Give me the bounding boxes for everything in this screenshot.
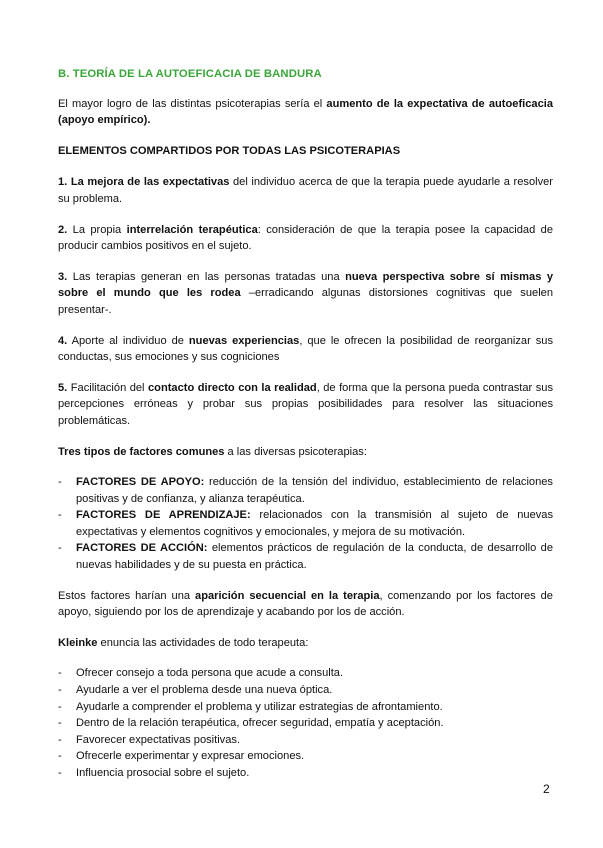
list-item — [58, 540, 553, 573]
subheading: ELEMENTOS COMPARTIDOS POR TODAS LAS PSICOTERAPIAS — [58, 144, 401, 157]
section-heading: B. TEORÍA DE LA AUTOEFICACIA DE BANDURA — [58, 68, 322, 80]
factors-intro-bold: Tres tipos de factores comunes — [58, 445, 225, 458]
list-item — [58, 732, 553, 749]
dash-bullet: - — [58, 476, 62, 489]
sequence-text: Estos factores harían una — [58, 589, 196, 602]
element-bold: nuevas experiencias — [188, 334, 300, 347]
element-text: Aporte al individuo de — [67, 334, 189, 347]
sequence-paragraph — [58, 588, 553, 621]
element-text: La propia — [67, 223, 127, 236]
element-bold: interrelación terapéutica — [126, 223, 258, 236]
element-number: 2. — [58, 223, 68, 236]
kleinke-text: enuncia las actividades de todo terapeuta: — [97, 636, 309, 649]
dash-bullet: - — [58, 684, 62, 697]
list-item — [58, 665, 553, 682]
element-text: –erradicando algunas distorsiones cognitivas que suelen presentar-. — [58, 287, 554, 316]
element-number: 5. — [58, 381, 68, 394]
element-number: 4. — [58, 334, 68, 347]
element-text: , de forma que la persona pueda contrastar sus percepciones erróneas y probar sus propias posibilidades para resolver las situaciones problemáticas. — [58, 381, 553, 427]
activity-text: Ofrecerle experimentar y expresar emociones. — [76, 750, 305, 763]
intro-paragraph — [58, 96, 553, 129]
factors-intro — [58, 444, 553, 461]
element-5 — [58, 380, 553, 430]
factor-label: FACTORES DE ACCIÓN: — [76, 542, 208, 555]
factor-label: FACTORES DE APRENDIZAJE: — [76, 509, 251, 522]
element-2 — [58, 222, 553, 255]
element-bold: contacto directo con la realidad — [148, 381, 317, 394]
kleinke-bold: Kleinke — [58, 636, 98, 649]
page-number: 2 — [543, 782, 550, 796]
dash-bullet: - — [58, 733, 62, 746]
list-item — [58, 682, 553, 699]
dash-bullet: - — [58, 750, 62, 763]
dash-bullet: - — [58, 509, 62, 522]
element-text: Facilitación del — [67, 381, 149, 394]
factor-text: relacionados con la transmisión al sujeto de nuevas expectativas y elementos cognitivos y emocionales, y mejora de su motivación. — [76, 509, 553, 538]
activity-text: Ofrecer consejo a toda persona que acude a consulta. — [76, 667, 344, 680]
dash-bullet: - — [58, 542, 62, 555]
kleinke-paragraph — [58, 635, 553, 652]
element-3 — [58, 269, 553, 319]
dash-bullet: - — [58, 700, 62, 713]
element-text: : consideración de que la terapia posee la capacidad de producir cambios positivos en el sujeto. — [58, 223, 553, 253]
dash-bullet: - — [58, 717, 62, 730]
dash-bullet: - — [58, 667, 62, 680]
activities-list — [58, 665, 553, 781]
list-item — [58, 474, 553, 507]
list-item — [58, 765, 553, 782]
document-page — [58, 66, 553, 782]
element-text: , que le ofrecen la posibilidad de reorganizar sus conductas, sus emociones y sus cogniciones — [58, 334, 553, 364]
activity-text: Dentro de la relación terapéutica, ofrecer seguridad, empatía y aceptación. — [76, 717, 444, 730]
activity-text: Influencia prosocial sobre el sujeto. — [76, 767, 250, 779]
element-4 — [58, 333, 553, 366]
list-item — [58, 699, 553, 716]
list-item — [58, 507, 553, 540]
factors-intro-text: a las diversas psicoterapias: — [224, 445, 367, 458]
element-bold: La mejora de las expectativas — [70, 176, 230, 189]
intro-bold: aumento de la expectativa de autoeficacia (apoyo empírico). — [58, 97, 553, 127]
activity-text: Ayudarle a ver el problema desde una nueva óptica. — [76, 684, 333, 697]
sequence-bold: aparición secuencial en la terapia — [195, 589, 380, 602]
element-bold: nueva perspectiva sobre sí mismas y sobre el mundo que les rodea — [58, 270, 553, 300]
list-item — [58, 715, 553, 732]
activity-text: Ayudarle a comprender el problema y utilizar estrategias de afrontamiento. — [76, 700, 443, 713]
factor-text: reducción de la tensión del individuo, establecimiento de relaciones positivas y de confianza, y alianza terapéutica. — [76, 476, 553, 505]
factors-list — [58, 474, 553, 574]
element-1 — [58, 174, 553, 207]
element-number: 3. — [58, 270, 68, 283]
dash-bullet: - — [58, 767, 62, 779]
factor-label: FACTORES DE APOYO: — [76, 476, 205, 489]
element-text: del individuo acerca de que la terapia puede ayudarle a resolver su problema. — [58, 176, 553, 205]
intro-text: El mayor logro de las distintas psicoterapias sería el — [58, 97, 327, 110]
factor-text: elementos prácticos de regulación de la conducta, de desarrollo de nuevas habilidades y de su puesta en práctica. — [76, 542, 553, 572]
element-text: Las terapias generan en las personas tratadas una — [67, 270, 346, 283]
activity-text: Favorecer expectativas positivas. — [76, 733, 241, 746]
list-item — [58, 748, 553, 765]
sequence-text: , comenzando por los factores de apoyo, siguiendo por los de aprendizaje y acabando por los de acción. — [58, 589, 553, 619]
element-number: 1. — [58, 176, 68, 189]
